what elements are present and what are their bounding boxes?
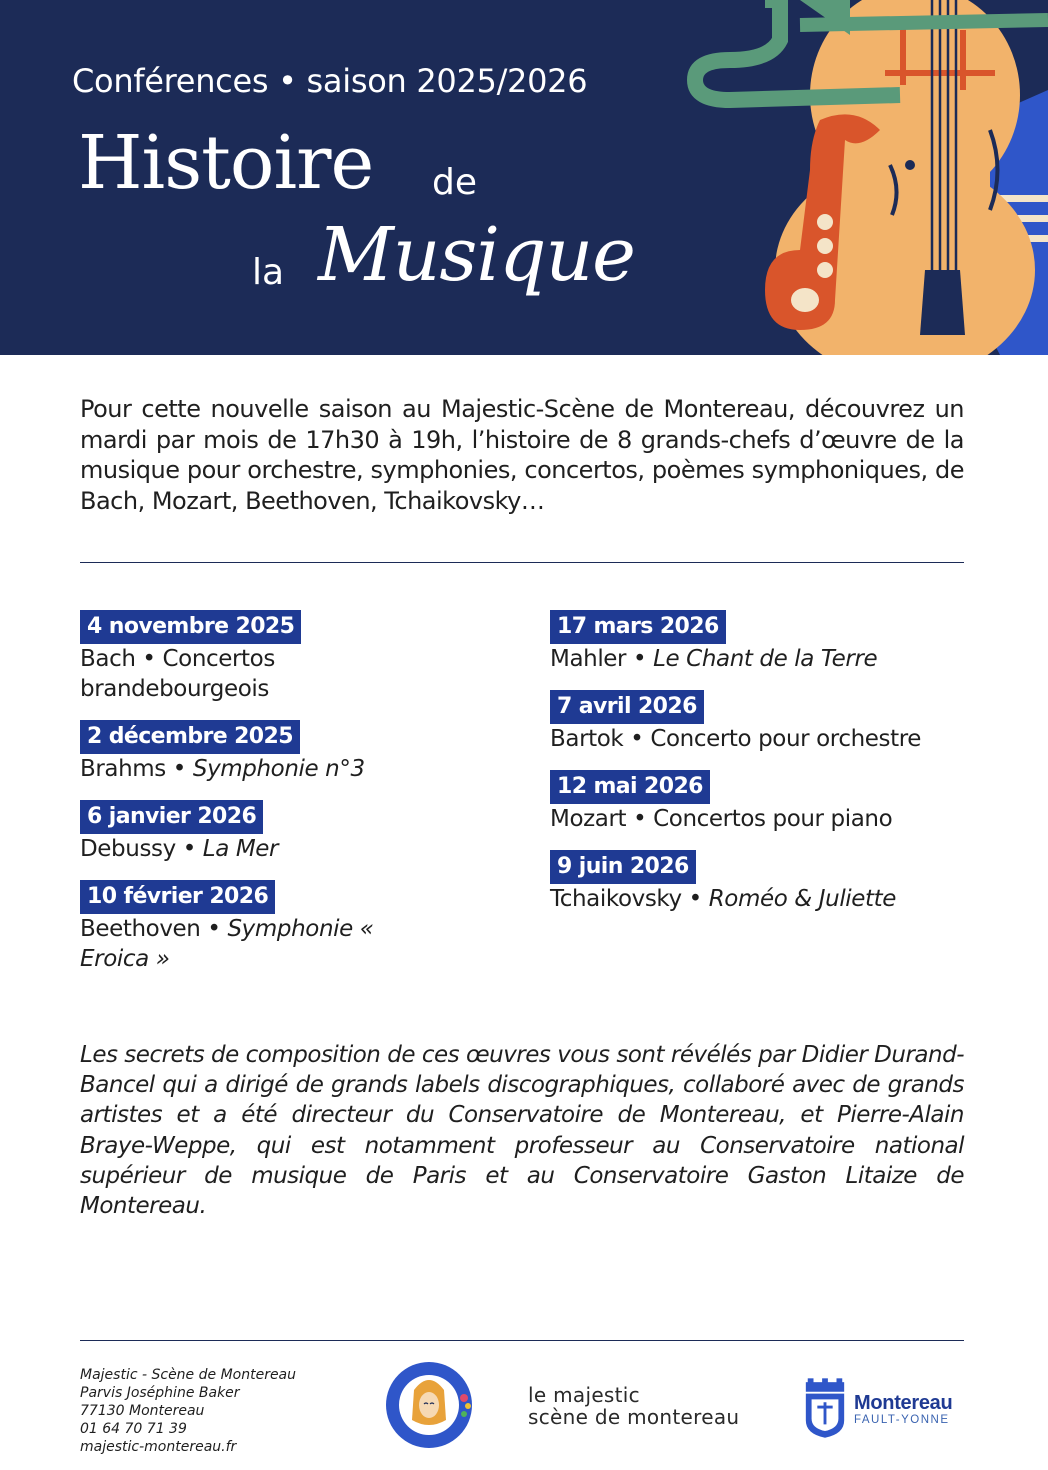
header-banner bbox=[0, 0, 1048, 355]
event-composer: Bach • Concertos bbox=[80, 646, 275, 672]
event-title bbox=[550, 724, 980, 754]
event-work: • Le Chant de la Terre bbox=[633, 646, 878, 672]
event-composer: Mahler bbox=[550, 646, 634, 672]
event-title bbox=[550, 804, 980, 834]
event-title bbox=[80, 644, 500, 704]
music-instruments-illustration bbox=[670, 0, 1048, 355]
address-line: Majestic - Scène de Montereau bbox=[80, 1367, 297, 1383]
address-line: 77130 Montereau bbox=[80, 1403, 205, 1419]
divider-bottom bbox=[80, 1340, 964, 1341]
event-title bbox=[550, 884, 980, 914]
event-item bbox=[550, 770, 980, 834]
event-date-badge: 6 janvier 2026 bbox=[80, 800, 263, 834]
montereau-logo bbox=[802, 1378, 972, 1442]
montereau-crest-icon bbox=[802, 1378, 848, 1440]
event-item bbox=[80, 720, 500, 784]
event-composer: Mozart • Concertos pour piano bbox=[550, 806, 893, 832]
event-date-badge: 17 mars 2026 bbox=[550, 610, 726, 644]
divider-top bbox=[80, 562, 964, 563]
event-item bbox=[80, 610, 500, 704]
event-composer: Debussy bbox=[80, 836, 183, 862]
montereau-logo-town: Montereau bbox=[854, 1392, 953, 1414]
event-item bbox=[550, 690, 980, 754]
title-musique: Musique bbox=[318, 212, 635, 298]
season-subtitle: Conférences • saison 2025/2026 bbox=[72, 62, 588, 100]
address-phone: 01 64 70 71 39 bbox=[80, 1421, 187, 1437]
event-composer: Brahms • bbox=[80, 756, 193, 782]
event-work: brandebourgeois bbox=[80, 676, 269, 702]
intro-paragraph: Pour cette nouvelle saison au Majestic-Scène de Montereau, découvrez un mardi par mois de 17h30 à 19h, l’histoire de 8 grands-chefs d’œuvre de la musique pour orchestre, symphonies, concertos, poèmes symphoniques, de Bach, Mozart, Beethoven, Tchaikovsky… bbox=[80, 395, 964, 515]
title-de: de bbox=[432, 162, 477, 203]
event-title bbox=[80, 834, 500, 864]
event-date-badge: 4 novembre 2025 bbox=[80, 610, 301, 644]
majestic-logo-line2: scène de montereau bbox=[528, 1405, 740, 1429]
event-title bbox=[550, 644, 980, 674]
event-title bbox=[80, 914, 410, 974]
title-histoire: Histoire bbox=[78, 120, 374, 206]
event-item bbox=[80, 880, 500, 974]
event-date-badge: 12 mai 2026 bbox=[550, 770, 710, 804]
event-title bbox=[80, 754, 500, 784]
events-column-left bbox=[80, 610, 500, 990]
majestic-logo-line1: le majestic bbox=[528, 1383, 640, 1407]
event-composer: Tchaikovsky bbox=[550, 886, 689, 912]
event-composer: Beethoven bbox=[80, 916, 208, 942]
event-work: • La Mer bbox=[182, 836, 279, 862]
event-composer: Bartok • Concerto pour orchestre bbox=[550, 726, 922, 752]
closing-paragraph: Les secrets de composition de ces œuvres vous sont révélés par Didier Durand-Bancel qui a dirigé de grands labels discographiques, collaboré avec de grands artistes et a été directeur du Conservatoire de Montereau, et Pierre-Alain Braye-Weppe, qui est notamment professeur au Conservatoire national supérieur de musique de Paris et au Conservatoire Gaston Litaize de Montereau. bbox=[80, 1042, 964, 1220]
le-majestic-logo bbox=[528, 1384, 739, 1428]
event-date-badge: 7 avril 2026 bbox=[550, 690, 704, 724]
event-item bbox=[550, 610, 980, 674]
event-work: • Roméo & Juliette bbox=[688, 886, 897, 912]
event-date-badge: 2 décembre 2025 bbox=[80, 720, 300, 754]
montereau-logo-subtitle: FAULT-YONNE bbox=[854, 1414, 950, 1426]
address-website[interactable]: majestic-montereau.fr bbox=[80, 1439, 237, 1455]
universite-pour-tous-logo bbox=[384, 1360, 474, 1450]
venue-address bbox=[80, 1366, 296, 1456]
title-la: la bbox=[252, 252, 285, 293]
event-item bbox=[80, 800, 500, 864]
event-date-badge: 10 février 2026 bbox=[80, 880, 275, 914]
event-item bbox=[550, 850, 980, 914]
events-column-right bbox=[550, 610, 980, 930]
event-date-badge: 9 juin 2026 bbox=[550, 850, 696, 884]
event-work: • Symphonie « Eroica » bbox=[80, 916, 374, 972]
address-line: Parvis Joséphine Baker bbox=[80, 1385, 240, 1401]
event-work: Symphonie n°3 bbox=[192, 756, 365, 782]
